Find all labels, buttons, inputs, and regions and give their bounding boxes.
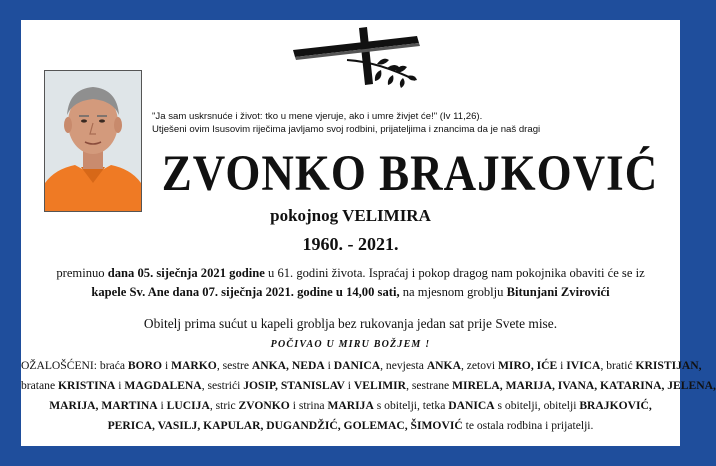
mourner-text: , zetovi: [460, 359, 498, 372]
mourner-name: BORO: [127, 359, 163, 372]
funeral-line-1: [21, 264, 680, 283]
mourner-name: DANICA: [333, 359, 381, 372]
funeral-place-time: kapele Sv. Ane dana 07. siječnja 2021. godine u 14,00 sati,: [91, 285, 400, 299]
mourner-name: DANICA: [448, 399, 495, 412]
funeral-line-2: [21, 283, 680, 302]
obituary-card: [21, 20, 716, 446]
mourner-name: VELIMIR: [353, 379, 407, 392]
mourner-text: i: [115, 379, 125, 392]
mourner-text: i: [324, 359, 334, 372]
portrait-photo: [44, 70, 142, 212]
mourner-name: ANKA: [426, 359, 461, 372]
quote-line-2: Utješeni ovim Isusovim riječima javljamo svoj rodbini, prijateljima i znancima da je naš dragi: [152, 124, 541, 135]
mourners-line: [21, 396, 680, 416]
life-years: 1960. - 2021.: [302, 234, 399, 254]
mourner-name: ZVONKO: [238, 399, 290, 412]
mourner-text: i: [344, 379, 354, 392]
mourner-name: PERICA, VASILJ, KAPULAR, DUGANDŽIĆ, GOLEMAC, ŠIMOVIĆ: [107, 419, 463, 432]
mourner-text: , sestre: [216, 359, 252, 372]
mourner-text: i strina: [289, 399, 328, 412]
mourners-line: [21, 376, 716, 396]
cross-with-branch-icon: [289, 26, 425, 90]
funeral-text: na mjesnom groblju: [399, 285, 507, 299]
mourner-text: , nevjesta: [380, 359, 427, 372]
quote-line-1: "Ja sam uskrsnuće i život: tko u mene vjeruje, ako i umre živjet će!" (Iv 11,26).: [152, 111, 483, 122]
mourner-text: i: [162, 359, 172, 372]
mourner-text: , sestrići: [201, 379, 244, 392]
cemetery-name: Bitunjani Zvirovići: [506, 285, 610, 299]
mourners-line: [21, 416, 680, 436]
mourner-text: s obitelji, tetka: [373, 399, 449, 412]
mourner-text: , bratić: [600, 359, 636, 372]
mourners-list: [21, 356, 716, 436]
mourner-name: MARKO: [171, 359, 217, 372]
mourner-text: bratane: [21, 379, 59, 392]
mourner-name: ANKA, NEDA: [251, 359, 325, 372]
mourner-name: IVICA: [566, 359, 601, 372]
mourners-line: [21, 356, 702, 376]
mourner-name: MAGDALENA: [124, 379, 202, 392]
mourner-name: MARIJA: [327, 399, 374, 412]
mourner-name: MARIJA, MARTINA: [49, 399, 158, 412]
condolence-notice: Obitelj prima sućut u kapeli groblja bez rukovanja jedan sat prije Svete mise.: [143, 316, 558, 331]
mourner-name: KRISTINA: [58, 379, 116, 392]
funeral-text: u 61. godini života. Ispraćaj i pokop dragog nam pokojnika obaviti će se iz: [264, 266, 645, 280]
mourner-name: JOSIP, STANISLAV: [243, 379, 345, 392]
mourner-name: MIRELA, MARIJA, IVANA, KATARINA, JELENA,: [452, 379, 716, 392]
deceased-name: ZVONKO BRAJKOVIĆ: [161, 145, 659, 202]
funeral-text: preminuo: [56, 266, 108, 280]
mourner-name: MIRO, IĆE: [497, 359, 558, 372]
mourner-text: , stric: [209, 399, 239, 412]
mourner-text: te ostala rodbina i prijatelji.: [462, 419, 594, 432]
funeral-details: [21, 264, 680, 302]
mourner-text: i: [157, 399, 167, 412]
death-date: dana 05. siječnja 2021 godine: [107, 266, 265, 280]
mourner-name: BRAJKOVIĆ,: [579, 399, 652, 412]
rest-in-peace: POČIVAO U MIRU BOŽJEM !: [270, 339, 431, 350]
mourner-text: OŽALOŠĆENI: braća: [21, 359, 128, 372]
mourner-text: , sestrane: [406, 379, 453, 392]
mourner-text: s obitelji, obitelji: [494, 399, 580, 412]
mourner-name: KRISTIJAN,: [635, 359, 702, 372]
mourner-name: LUCIJA: [166, 399, 210, 412]
father-name: pokojnog VELIMIRA: [270, 206, 431, 225]
mourner-text: i: [557, 359, 567, 372]
bible-quote: [152, 110, 662, 136]
